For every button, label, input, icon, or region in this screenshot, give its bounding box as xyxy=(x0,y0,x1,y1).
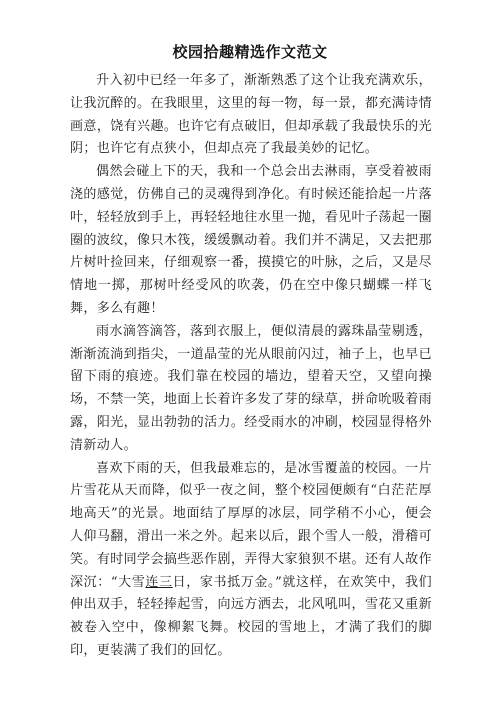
document-title: 校园拾趣精选作文范文 xyxy=(172,43,328,61)
paragraph-3: 雨水滴答滴答，落到衣服上，便似清晨的露珠晶莹剔透，渐渐流淌到指尖，一道晶莹的光从眼前闪过，袖子上，也早已留下雨的痕迹。我们靠在校园的墙边，望着天空，又望向操场，不禁一笑，地面上长着许多发了芽的绿草，拼命吮吸着雨露，阳光，显出勃勃的活力。经受雨水的冲刷，校园显得格外清新动人。 xyxy=(70,323,432,453)
paragraph-4-text-after: 日，家书抵万金。”就这样，在欢笑中，我们伸出双手，轻轻捧起雪，向远方洒去，北风吼叫，雪花又重新被卷入空中，像柳絮飞舞。校园的雪地上，才满了我们的脚印，更装满了我们的回忆。 xyxy=(70,574,432,658)
paragraph-1: 升入初中已经一年多了，渐渐熟悉了这个让我充满欢乐，让我沉醉的。在我眼里，这里的每一物，每一景，都充满诗情画意，饶有兴趣。也许它有点破旧，但却承载了我最快乐的光阴；也许它有点狭小，但却点亮了我最美妙的记忆。 xyxy=(70,73,432,157)
paragraph-4-text-before: 喜欢下雨的天，但我最难忘的，是冰雪覆盖的校园。一片片雪花从天而降，似乎一夜之间，整个校园便颇有“白茫茫厚地高天”的光景。地面结了厚厚的冰层，同学稍不小心，便会人仰马翻，滑出一米之外。起来以后，跟个雪人一般，滑稽可笑。有时同学会搞些恶作剧，弄得大家狼狈不堪。还有人故作深沉：“大雪 xyxy=(70,460,432,590)
paragraph-4 xyxy=(70,458,432,663)
underlined-phrase: 连三 xyxy=(145,574,173,590)
document-body xyxy=(70,70,432,663)
paragraph-2: 偶然会碰上下的天，我和一个总会出去淋雨，享受着被雨浇的感觉，仿佛自己的灵魂得到净化。有时候还能拾起一片落叶，轻轻放到手上，再轻轻地往水里一抛，看见叶子荡起一圈圈的波纹，像只木筏，缓缓飘动着。我们并不满足，又去把那片树叶捡回来，仔细观察一番，摸摸它的叶脉，之后，又是尽情地一掷，那树叶经受风的吹袭，仍在空中像只蝴蝶一样飞舞，多么有趣！ xyxy=(70,164,432,316)
